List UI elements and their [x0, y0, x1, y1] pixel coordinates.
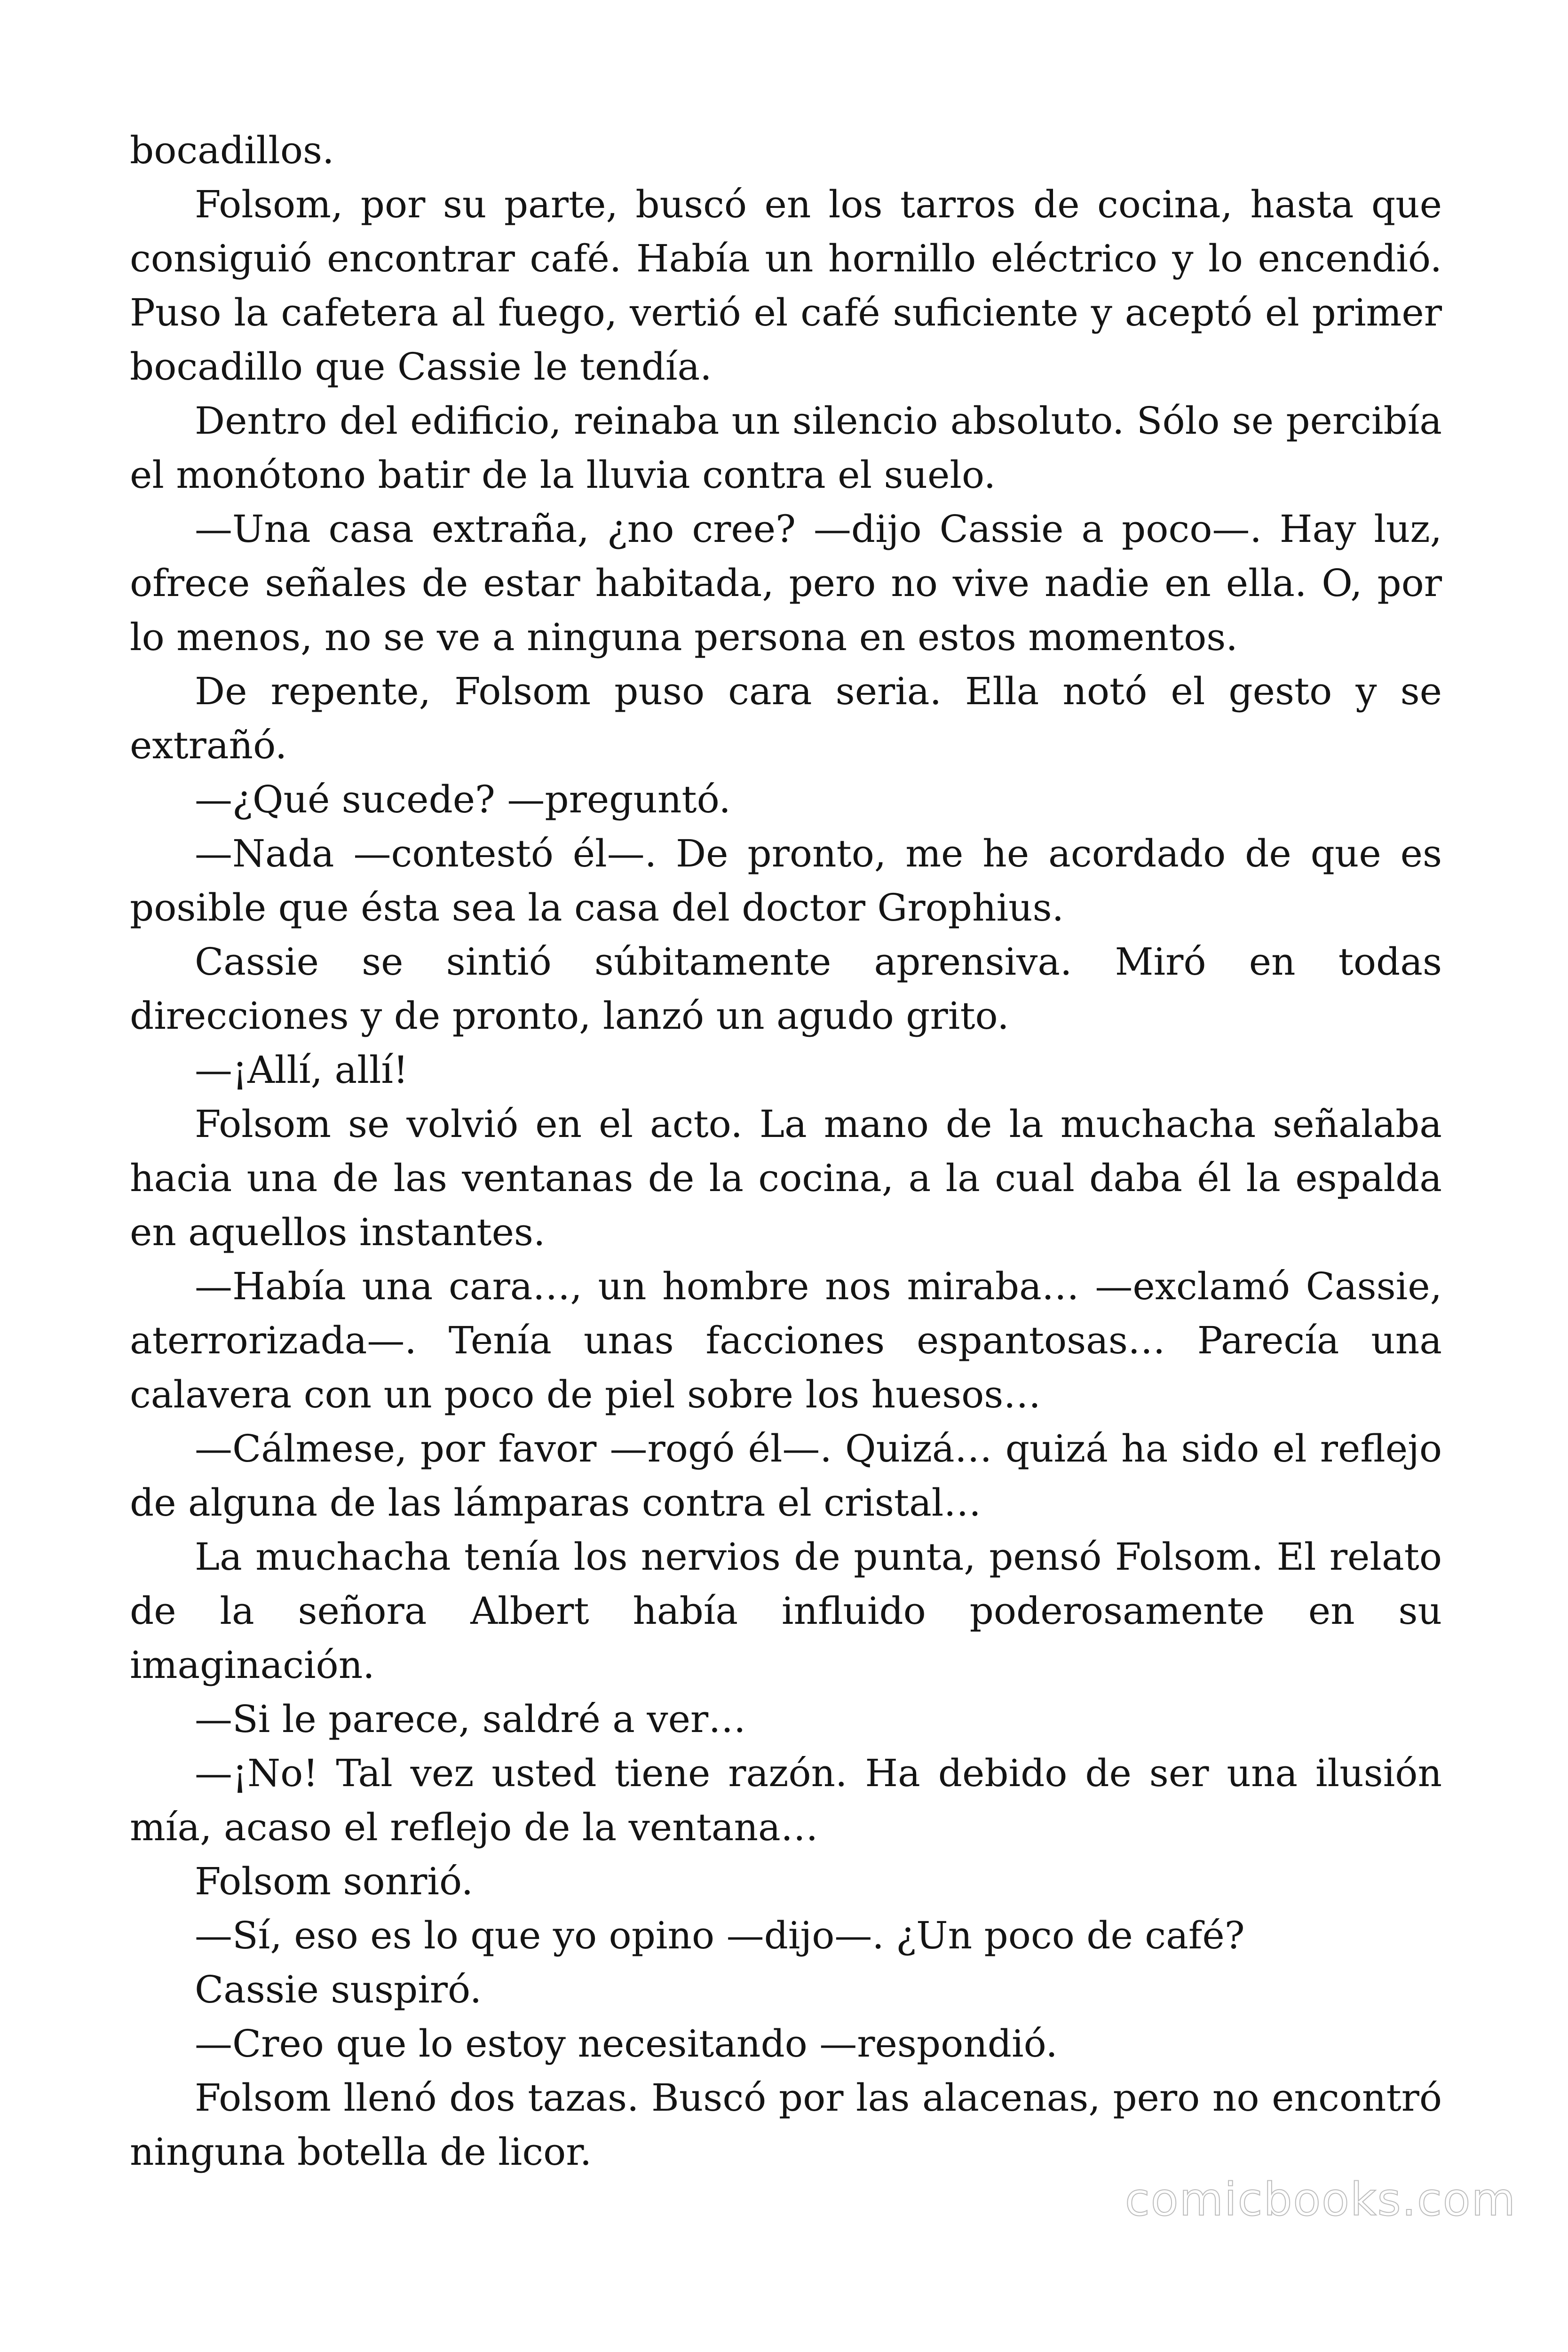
- paragraph: Folsom se volvió en el acto. La mano de la muchacha señalaba hacia una de las ventanas de la cocina, a la cual daba él la espalda en aquellos instantes.: [130, 1102, 1442, 1254]
- paragraph: —Había una cara…, un hombre nos miraba… —exclamó Cassie, aterrorizada—. Tenía unas facciones espantosas… Parecía una calavera con un poco de piel sobre los huesos…: [130, 1264, 1442, 1416]
- paragraph: Folsom, por su parte, buscó en los tarros de cocina, hasta que consiguió encontrar café. Había un hornillo eléctrico y lo encendió. Puso la cafetera al fuego, vertió el café suficiente y aceptó el primer bocadillo que Cassie le tendía.: [130, 183, 1442, 389]
- watermark: comicbooks.com: [1125, 2173, 1516, 2226]
- paragraph: Dentro del edificio, reinaba un silencio absoluto. Sólo se percibía el monótono batir de la lluvia contra el suelo.: [130, 399, 1442, 497]
- paragraph: —Cálmese, por favor —rogó él—. Quizá… quizá ha sido el reflejo de alguna de las lámparas contra el cristal…: [130, 1427, 1442, 1525]
- paragraph: —Creo que lo estoy necesitando —respondió.: [195, 2022, 1058, 2066]
- page-body: [130, 123, 1442, 2179]
- paragraph: —Nada —contestó él—. De pronto, me he acordado de que es posible que ésta sea la casa del doctor Grophius.: [130, 832, 1442, 930]
- paragraph: Folsom sonrió.: [195, 1859, 474, 1903]
- paragraph: —¡Allí, allí!: [195, 1048, 409, 1092]
- paragraph: La muchacha tenía los nervios de punta, pensó Folsom. El relato de la señora Albert había influido poderosamente en su imaginación.: [130, 1535, 1442, 1687]
- paragraph: —Si le parece, saldré a ver…: [195, 1697, 746, 1741]
- paragraph: —Sí, eso es lo que yo opino —dijo—. ¿Un poco de café?: [195, 1914, 1245, 1957]
- paragraph: bocadillos.: [130, 128, 334, 172]
- paragraph: Cassie se sintió súbitamente aprensiva. Miró en todas direcciones y de pronto, lanzó un agudo grito.: [130, 940, 1442, 1038]
- paragraph: Cassie suspiró.: [195, 1968, 482, 2011]
- paragraph: —¡No! Tal vez usted tiene razón. Ha debido de ser una ilusión mía, acaso el reflejo de la ventana…: [130, 1751, 1442, 1849]
- paragraph: Folsom llenó dos tazas. Buscó por las alacenas, pero no encontró ninguna botella de licor.: [130, 2076, 1442, 2174]
- paragraph: —Una casa extraña, ¿no cree? —dijo Cassie a poco—. Hay luz, ofrece señales de estar habitada, pero no vive nadie en ella. O, por lo menos, no se ve a ninguna persona en estos momentos.: [130, 507, 1442, 659]
- paragraph: De repente, Folsom puso cara seria. Ella notó el gesto y se extrañó.: [130, 669, 1442, 767]
- paragraph: —¿Qué sucede? —preguntó.: [195, 778, 731, 821]
